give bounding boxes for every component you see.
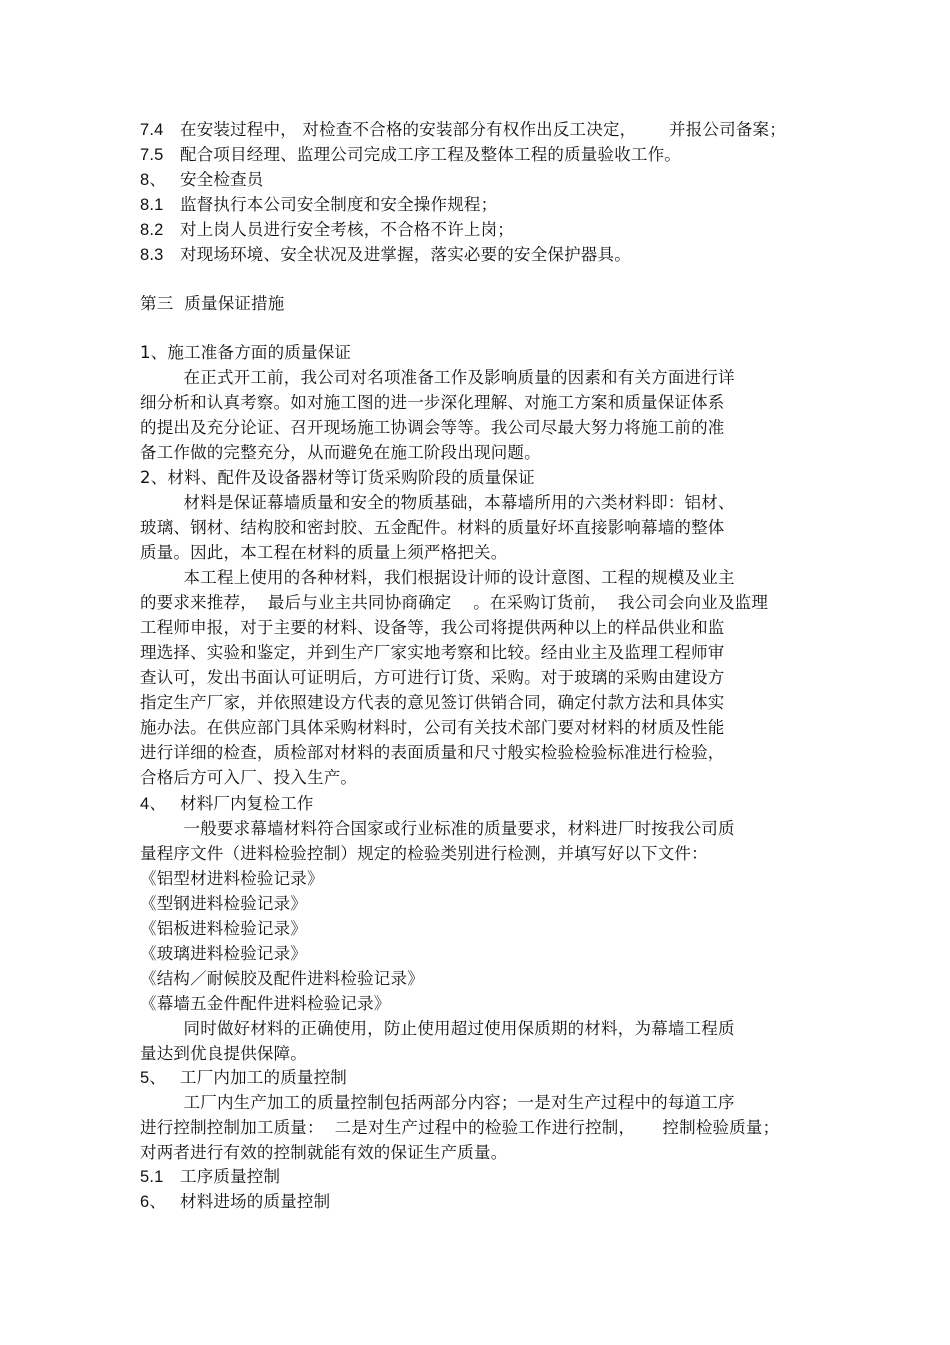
line-text: 细分析和认真考察。如对施工图的进一步深化理解、对施工方案和质量保证体系	[140, 393, 725, 412]
text-line	[140, 1116, 779, 1140]
numbered-line	[140, 168, 264, 192]
text-line	[140, 491, 735, 515]
line-text: 质量。因此，本工程在材料的质量上须严格把关。	[140, 543, 508, 562]
line-text: 对现场环境、安全状况及进掌握，落实必要的安全保护器具。	[180, 245, 631, 264]
line-text: 安全检查员	[180, 170, 264, 189]
text-line	[140, 1091, 735, 1115]
line-number: 7.4	[140, 121, 164, 139]
line-text: 工序质量控制	[180, 1167, 281, 1186]
text-line	[140, 892, 307, 916]
line-number: 7.5	[140, 146, 164, 164]
text-line	[140, 566, 735, 590]
text-line	[140, 842, 708, 866]
text-line	[140, 992, 391, 1016]
line-text: 本工程上使用的各种材料，我们根据设计师的设计意图、工程的规模及业主	[140, 568, 735, 587]
line-text: 工程师申报，对于主要的材料、设备等，我公司将提供两种以上的样品供业和监	[140, 618, 725, 637]
line-text: 在正式开工前，我公司对名项准备工作及影响质量的因素和有关方面进行详	[140, 368, 735, 387]
numbered-line	[140, 218, 514, 242]
text-line	[140, 867, 324, 891]
text-line	[140, 716, 725, 740]
text-line	[140, 466, 535, 490]
line-text: 《型钢进料检验记录》	[140, 894, 307, 913]
text-line	[140, 416, 725, 440]
line-text: 量达到优良提供保障。	[140, 1044, 307, 1063]
line-text: 指定生产厂家，并依照建设方代表的意见签订供销合同，确定付款方法和具体实	[140, 693, 725, 712]
line-text: 对两者进行有效的控制就能有效的保证生产质量。	[140, 1143, 508, 1162]
line-text: 配合项目经理、监理公司完成工序工程及整体工程的质量验收工作。	[180, 145, 681, 164]
line-text: 进行控制控制加工质量： 二是对生产过程中的检验工作进行控制， 控制检验质量；	[140, 1118, 780, 1137]
text-line	[140, 616, 725, 640]
line-number: 4、	[140, 795, 167, 813]
line-text: 理选择、实验和鉴定，并到生产厂家实地考察和比较。经由业主及监理工程师审	[140, 643, 725, 662]
line-text: 同时做好材料的正确使用，防止使用超过使用保质期的材料，为幕墙工程质	[140, 1019, 735, 1038]
line-text: 合格后方可入厂、投入生产。	[140, 768, 358, 787]
line-text: 材料是保证幕墙质量和安全的物质基础，本幕墙所用的六类材料即：铝材、	[140, 493, 735, 512]
text-line	[140, 292, 285, 316]
line-text: 玻璃、钢材、结构胶和密封胶、五金配件。材料的质量好坏直接影响幕墙的整体	[140, 518, 725, 537]
text-line	[140, 441, 541, 465]
line-text: 的要求来推荐， 最后与业主共同协商确定 。在采购订货前， 我公司会向业及监理	[140, 593, 769, 612]
text-line	[140, 1042, 307, 1066]
text-line	[140, 967, 424, 991]
line-text: 监督执行本公司安全制度和安全操作规程；	[180, 195, 498, 214]
text-line	[140, 917, 307, 941]
text-line	[140, 942, 307, 966]
line-text: 量程序文件（进料检验控制）规定的检验类别进行检测，并填写好以下文件：	[140, 844, 708, 863]
line-text: 《铝型材进料检验记录》	[140, 869, 324, 888]
line-text: 对上岗人员进行安全考核，不合格不许上岗；	[180, 220, 514, 239]
line-text: 进行详细的检查，质检部对材料的表面质量和尺寸般实检验检验标准进行检验，	[140, 743, 725, 762]
text-line	[140, 541, 507, 565]
text-line	[140, 591, 768, 615]
text-line	[140, 741, 725, 765]
line-text: 《结构／耐候胶及配件进料检验记录》	[140, 969, 424, 988]
numbered-line	[140, 243, 631, 267]
text-line	[140, 366, 735, 390]
line-text: 《铝板进料检验记录》	[140, 919, 307, 938]
text-line	[140, 1017, 735, 1041]
line-text: 一般要求幕墙材料符合国家或行业标准的质量要求，材料进厂时按我公司质	[140, 819, 735, 838]
text-line	[140, 516, 725, 540]
line-text: 《玻璃进料检验记录》	[140, 944, 307, 963]
text-line	[140, 817, 735, 841]
line-text: 材料厂内复检工作	[180, 794, 314, 813]
line-text: 查认可，发出书面认可证明后，方可进行订货、采购。对于玻璃的采购由建设方	[140, 668, 725, 687]
text-line	[140, 766, 357, 790]
line-text: 2、材料、配件及设备器材等订货采购阶段的质量保证	[140, 468, 535, 487]
line-number: 5、	[140, 1069, 167, 1087]
line-text: 材料进场的质量控制	[180, 1192, 331, 1211]
line-text: 工厂内生产加工的质量控制包括两部分内容；一是对生产过程中的每道工序	[140, 1093, 735, 1112]
text-line	[140, 391, 725, 415]
line-text: 备工作做的完整充分，从而避免在施工阶段出现问题。	[140, 443, 541, 462]
numbered-line	[140, 143, 681, 167]
numbered-line	[140, 1066, 347, 1090]
numbered-line	[140, 792, 314, 816]
line-text: 的提出及充分论证、召开现场施工协调会等等。我公司尽最大努力将施工前的准	[140, 418, 725, 437]
numbered-line	[140, 1165, 280, 1189]
line-text: 1、施工准备方面的质量保证	[140, 343, 352, 362]
line-text: 施办法。在供应部门具体采购材料时，公司有关技术部门要对材料的材质及性能	[140, 718, 725, 737]
text-line	[140, 1141, 507, 1165]
text-line	[140, 666, 725, 690]
line-number: 8.2	[140, 221, 164, 239]
line-number: 8.1	[140, 196, 164, 214]
line-text: 《幕墙五金件配件进料检验记录》	[140, 994, 391, 1013]
line-number: 8、	[140, 171, 167, 189]
numbered-line	[140, 193, 497, 217]
text-line	[140, 691, 725, 715]
numbered-line	[140, 1190, 330, 1214]
numbered-line	[140, 118, 786, 142]
line-number: 5.1	[140, 1168, 164, 1186]
line-text: 工厂内加工的质量控制	[180, 1068, 347, 1087]
line-text: 在安装过程中， 对检查不合格的安装部分有权作出反工决定， 并报公司备案；	[180, 120, 786, 139]
text-line	[140, 341, 351, 365]
line-number: 6、	[140, 1193, 167, 1211]
line-text: 第三 质量保证措施	[140, 294, 285, 313]
line-number: 8.3	[140, 246, 164, 264]
text-line	[140, 641, 725, 665]
